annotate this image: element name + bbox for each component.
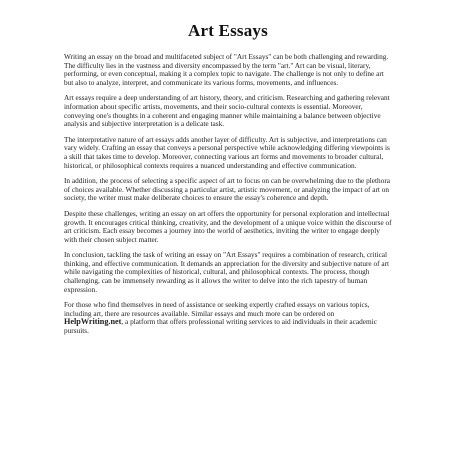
paragraph-6: In conclusion, tackling the task of writing an essay on "Art Essays" requires a combination of research, critical thinking, and effective communication. It demands an appreciation for the diversity and subjective nature of art while navigating the complexities of historical, cultural, and philosophical contexts. The process, though challenging, can be immensely rewarding as it allows the writer to delve into the rich tapestry of human expression. xyxy=(64,250,390,294)
document-page xyxy=(64,0,392,343)
paragraph-7-intro: For those who find themselves in need of assistance or seeking expertly crafted essays on various topics, including art, there are resources available. Similar essays and much more can be ordered on xyxy=(64,300,370,318)
paragraph-1: Writing an essay on the broad and multifaceted subject of "Art Essays" can be both challenging and rewarding. The difficulty lies in the vastness and diversity encompassed by the term "art." Art can be visual, literary, performing, or even conceptual, making it a complex topic to navigate. The challenge is not only to define art but also to analyze, interpret, and communicate its various forms, movements, and influences. xyxy=(64,52,389,87)
brand-name: HelpWriting.net xyxy=(64,317,122,327)
paragraph-5: Despite these challenges, writing an essay on art offers the opportunity for personal exploration and intellectual growth. It encourages critical thinking, creativity, and the development of a unique voice within the discourse of art criticism. Each essay becomes a journey into the world of aesthetics, inviting the writer to engage deeply with their chosen subject matter. xyxy=(64,208,392,244)
document-body xyxy=(64,53,392,336)
paragraph-7 xyxy=(64,301,392,335)
paragraph-3: The interpretative nature of art essays adds another layer of difficulty. Art is subjective, and interpretations can vary widely. Crafting an essay that conveys a personal perspective while acknowledging differing viewpoints is a skill that takes time to develop. Moreover, connecting various art forms and movements to broader cultural, historical, or philosophical contexts requires a nuanced understanding and effective communication. xyxy=(64,134,390,170)
paragraph-7-outro: , a platform that offers professional writing services to aid individuals in their academic pursuits. xyxy=(64,317,377,336)
paragraph-4: In addition, the process of selecting a specific aspect of art to focus on can be overwhelming due to the plethora of choices available. Whether discussing a particular artist, artistic movement, or analyzing the impact of art on society, the writer must make deliberate choices to ensure the essay's coherence and depth. xyxy=(64,176,391,203)
page-title: Art Essays xyxy=(188,21,268,40)
paragraph-2: Art essays require a deep understanding of art history, theory, and criticism. Researching and gathering relevant information about specific artists, movements, and their socio-cultural contexts is essential. Moreover, conveying one's thoughts in a coherent and engaging manner while maintaining a balance between objective analysis and subjective interpretation is a delicate task. xyxy=(64,93,390,129)
